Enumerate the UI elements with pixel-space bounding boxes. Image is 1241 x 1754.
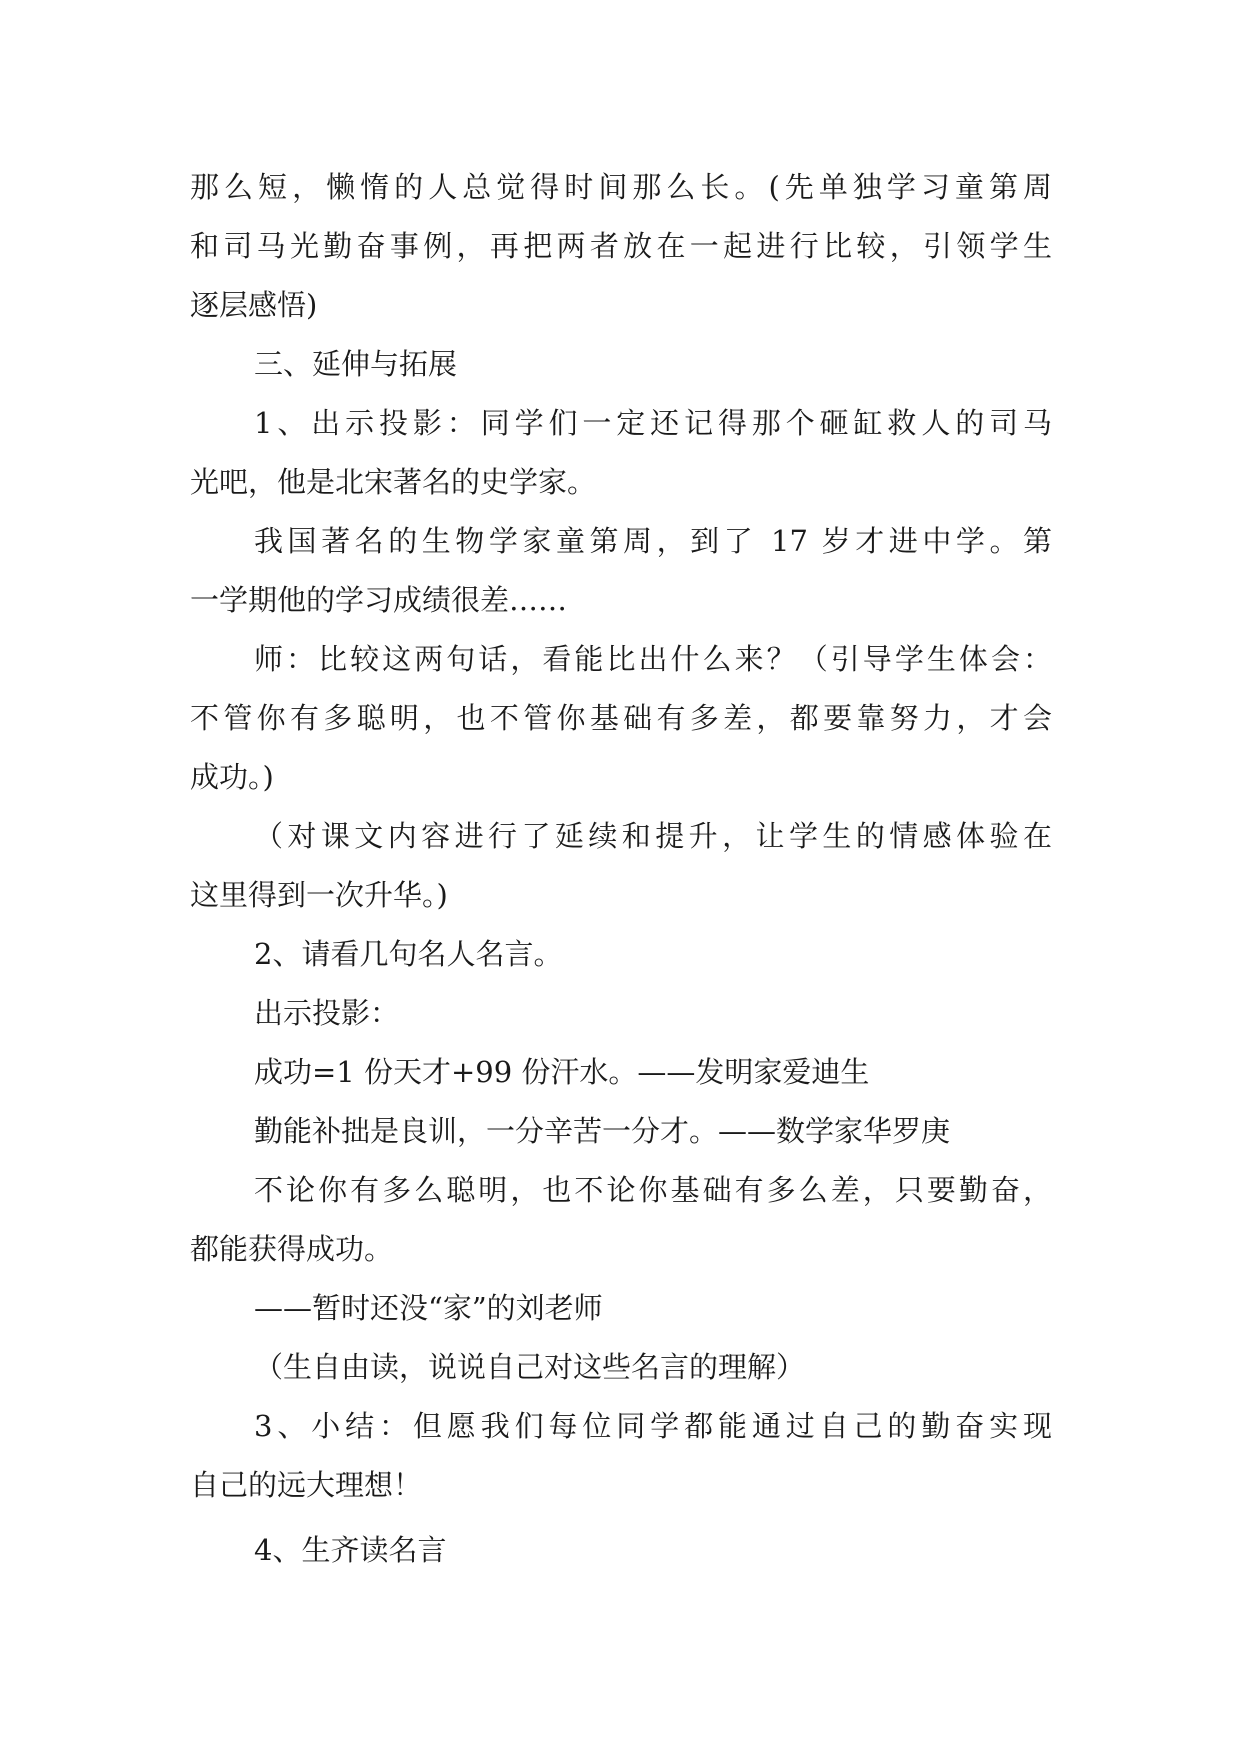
quote-line: 都能获得成功。 [190, 1232, 394, 1266]
document-body [190, 158, 1052, 1580]
quote-line: 不论你有多么聪明，也不论你基础有多么差，只要勤奋， [254, 1173, 1052, 1207]
quote-line: 勤能补拙是良训，一分辛苦一分才。——数学家华罗庚 [254, 1114, 951, 1148]
text-line: 1、出示投影：同学们一定还记得那个砸缸救人的司马 [254, 406, 1052, 440]
text-line: 那么短，懒惰的人总觉得时间那么长。(先单独学习童第周 [190, 170, 1052, 204]
quote-attribution: ——暂时还没“家”的刘老师 [254, 1291, 603, 1325]
text-line: 2、请看几句名人名言。 [254, 937, 563, 971]
text-line: 3、小结：但愿我们每位同学都能通过自己的勤奋实现 [254, 1409, 1052, 1443]
text-line: （对课文内容进行了延续和提升，让学生的情感体验在 [254, 819, 1052, 853]
text-line: （生自由读，说说自己对这些名言的理解） [254, 1350, 806, 1384]
text-line: 这里得到一次升华。) [190, 878, 448, 912]
text-line: 不管你有多聪明，也不管你基础有多差，都要靠努力，才会 [190, 701, 1052, 735]
text-line: 光吧，他是北宋著名的史学家。 [190, 465, 597, 499]
text-line: 一学期他的学习成绩很差…… [190, 583, 568, 617]
text-line: 4、生齐读名言 [254, 1533, 447, 1567]
text-line: 出示投影： [254, 996, 400, 1030]
text-line: 自己的远大理想！ [190, 1468, 423, 1502]
text-line: 和司马光勤奋事例，再把两者放在一起进行比较，引领学生 [190, 229, 1052, 263]
text-line: 成功。) [190, 760, 274, 794]
text-line: 师：比较这两句话，看能比出什么来？（引导学生体会： [254, 642, 1052, 676]
text-line: 逐层感悟) [190, 288, 318, 322]
section-heading: 三、延伸与拓展 [254, 347, 458, 381]
quote-line: 成功=1 份天才+99 份汗水。——发明家爱迪生 [254, 1055, 870, 1089]
text-line: 我国著名的生物学家童第周，到了 17 岁才进中学。第 [254, 524, 1052, 558]
